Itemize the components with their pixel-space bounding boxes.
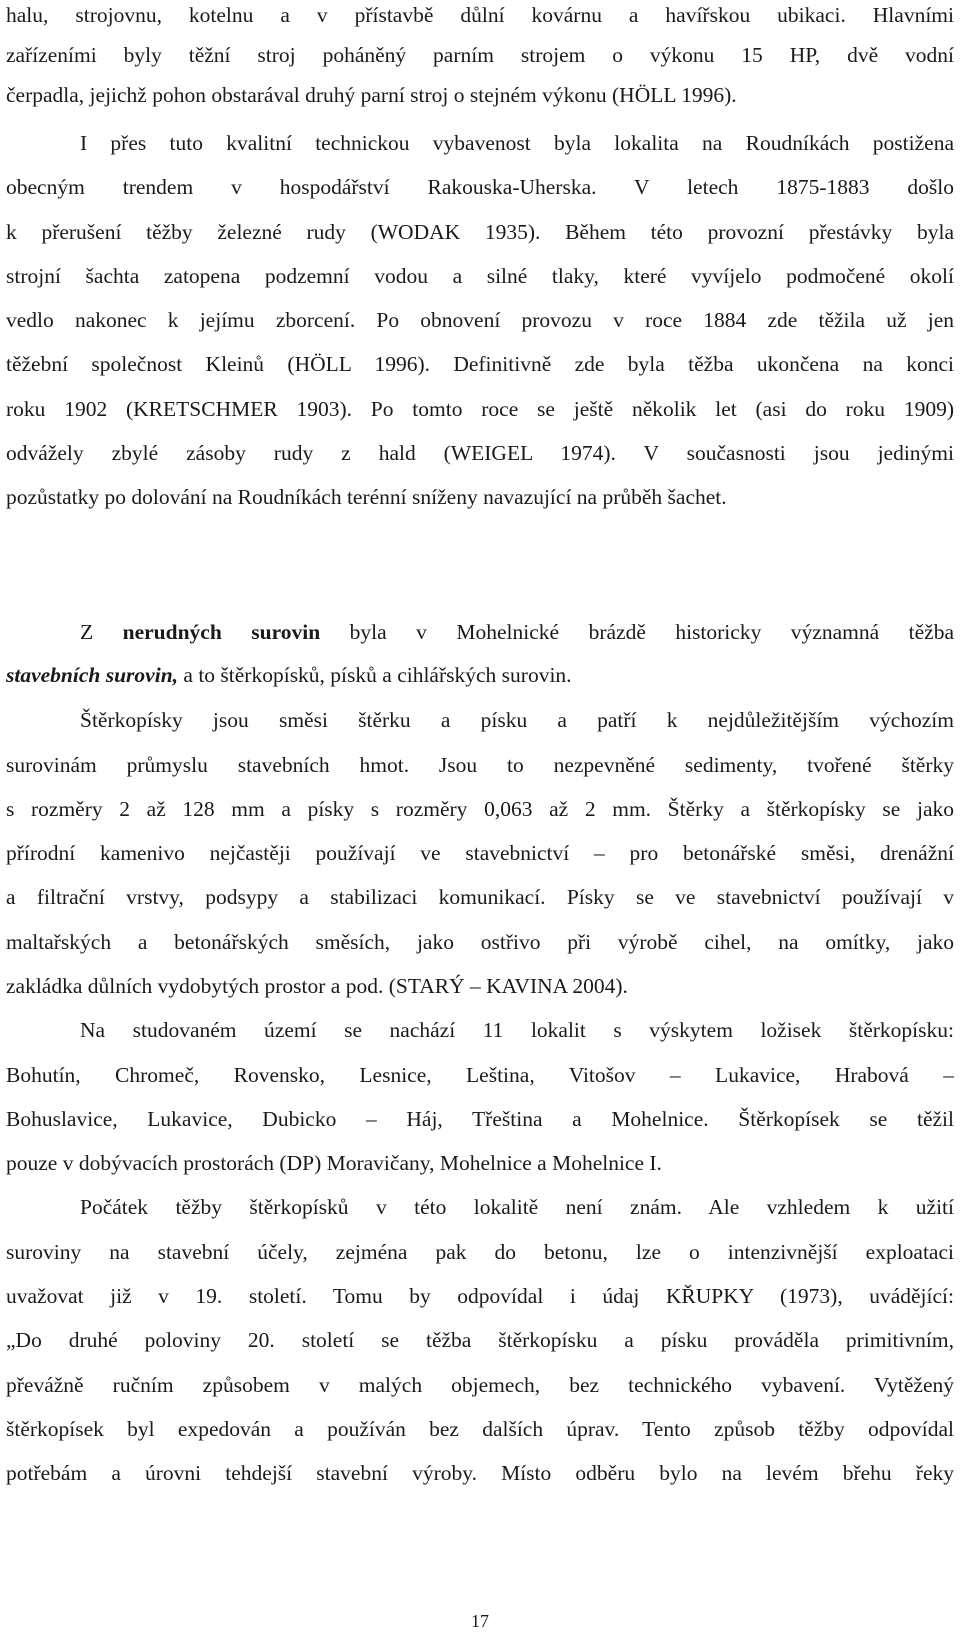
text-line: potřebám a úrovni tehdejší stavební výroby. Místo odběru bylo na levém břehu řeky	[6, 1461, 954, 1485]
text-line: Bohuslavice, Lukavice, Dubicko – Háj, Třeština a Mohelnice. Štěrkopísek se těžil	[6, 1107, 954, 1131]
text-line: vedlo nakonec k jejímu zborcení. Po obnovení provozu v roce 1884 zde těžila už jen	[6, 308, 954, 332]
text-line: roku 1902 (KRETSCHMER 1903). Po tomto roce se ještě několik let (asi do roku 1909)	[6, 397, 954, 421]
text-run: Z	[80, 620, 123, 644]
text-run: byla v Mohelnické brázdě historicky významná těžba	[320, 620, 954, 644]
text-line: pozůstatky po dolování na Roudníkách terénní sníženy navazující na průběh šachet.	[6, 485, 727, 509]
emphasis-bold: nerudných surovin	[122, 620, 321, 644]
text-line: štěrkopísek byl expedován a používán bez dalších úprav. Tento způsob těžby odpovídal	[6, 1417, 954, 1441]
text-line: halu, strojovnu, kotelnu a v přístavbě důlní kovárnu a havířskou ubikaci. Hlavními	[6, 3, 954, 27]
text-line: I přes tuto kvalitní technickou vybavenost byla lokalita na Roudníkách postižena	[80, 131, 954, 155]
text-line: odvážely zbylé zásoby rudy z hald (WEIGEL 1974). V současnosti jsou jedinými	[6, 441, 954, 465]
text-line: čerpadla, jejichž pohon obstarával druhý parní stroj o stejném výkonu (HÖLL 1996).	[6, 83, 737, 107]
text-line: maltařských a betonářských směsích, jako ostřivo při výrobě cihel, na omítky, jako	[6, 930, 954, 954]
text-line: uvažovat již v 19. století. Tomu by odpovídal i údaj KŘUPKY (1973), uvádějící:	[6, 1284, 954, 1308]
paragraph-surovin-line-1	[80, 617, 954, 647]
text-line: strojní šachta zatopena podzemní vodou a silné tlaky, které vyvíjelo podmočené okolí	[6, 264, 954, 288]
text-line: Štěrkopísky jsou směsi štěrku a písku a patří k nejdůležitějším výchozím	[80, 708, 954, 732]
text-line: Bohutín, Chromeč, Rovensko, Lesnice, Leština, Vitošov – Lukavice, Hrabová –	[6, 1063, 954, 1087]
paragraph-surovin-line-2	[6, 660, 954, 690]
page-number: 17	[471, 1611, 489, 1631]
text-line: suroviny na stavební účely, zejména pak do betonu, lze o intenzivnější exploataci	[6, 1240, 954, 1264]
text-line: těžební společnost Kleinů (HÖLL 1996). Definitivně zde byla těžba ukončena na konci	[6, 352, 954, 376]
text-line: Počátek těžby štěrkopísků v této lokalitě není znám. Ale vzhledem k užití	[80, 1195, 954, 1219]
text-line: zakládka důlních vydobytých prostor a pod. (STARÝ – KAVINA 2004).	[6, 974, 628, 998]
text-line: k přerušení těžby železné rudy (WODAK 1935). Během této provozní přestávky byla	[6, 220, 954, 244]
text-line: zařízeními byly těžní stroj poháněný parním strojem o výkonu 15 HP, dvě vodní	[6, 43, 954, 67]
text-line: a filtrační vrstvy, podsypy a stabilizaci komunikací. Písky se ve stavebnictví používají v	[6, 885, 954, 909]
text-line: Na studovaném území se nachází 11 lokalit s výskytem ložisek štěrkopísku:	[80, 1018, 954, 1042]
text-line: pouze v dobývacích prostorách (DP) Moravičany, Mohelnice a Mohelnice I.	[6, 1151, 662, 1175]
text-line: s rozměry 2 až 128 mm a písky s rozměry 0,063 až 2 mm. Štěrky a štěrkopísky se jako	[6, 797, 954, 821]
emphasis-bold-italic: stavebních surovin,	[6, 663, 179, 687]
text-line: obecným trendem v hospodářství Rakouska-Uherska. V letech 1875-1883 došlo	[6, 175, 954, 199]
text-line: surovinám průmyslu stavebních hmot. Jsou to nezpevněné sedimenty, tvořené štěrky	[6, 753, 954, 777]
text-line: přírodní kamenivo nejčastěji používají ve stavebnictví – pro betonářské směsi, drenážní	[6, 841, 954, 865]
text-line: „Do druhé poloviny 20. století se těžba štěrkopísku a písku prováděla primitivním,	[6, 1328, 954, 1352]
text-line: převážně ručním způsobem v malých objemech, bez technického vybavení. Vytěžený	[6, 1373, 954, 1397]
text-run: a to štěrkopísků, písků a cihlářských surovin.	[178, 663, 572, 687]
